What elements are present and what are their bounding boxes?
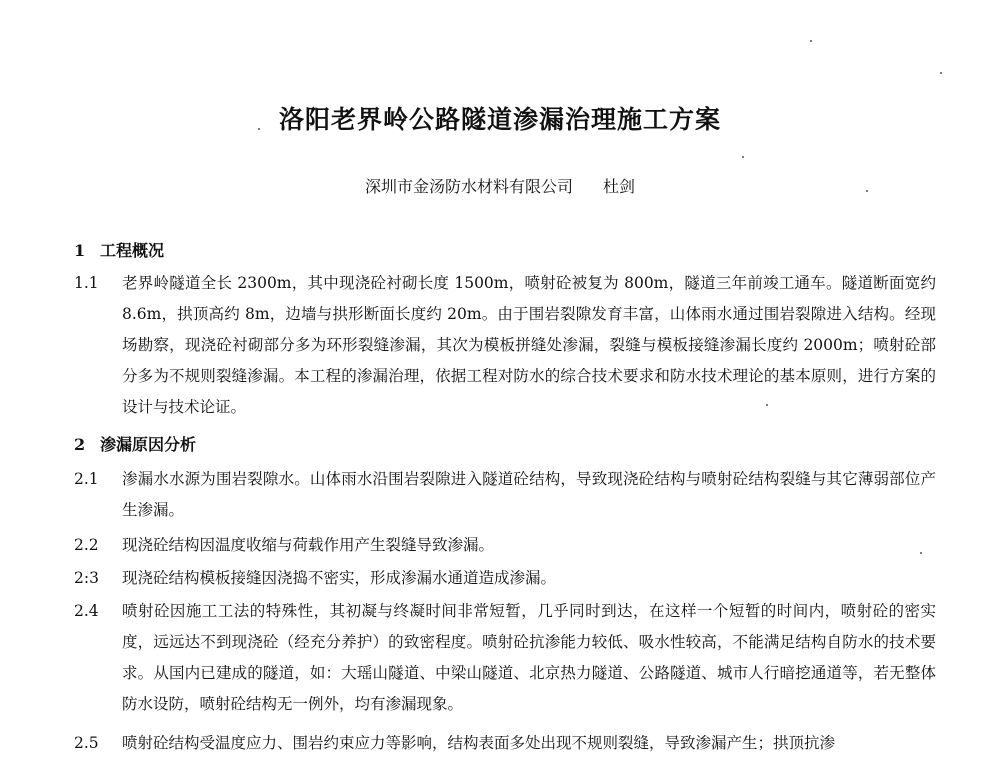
section-number: 2 [74,435,86,454]
section-title: 工程概况 [100,241,165,260]
paragraph-item [74,728,936,759]
item-text: 喷射砼结构受温度应力、围岩约束应力等影响，结构表面多处出现不规则裂缝，导致渗漏产生；拱顶抗渗 [122,734,836,752]
scan-speck [742,156,744,158]
scan-speck [258,128,260,130]
scan-speck [940,72,942,74]
paragraph-item [74,530,936,561]
item-number: 2.4 [74,602,99,620]
item-number: 2.2 [74,536,99,554]
section-heading [74,238,164,261]
scan-speck [766,404,768,406]
item-number: 2.1 [74,470,99,488]
item-text: 渗漏水水源为围岩裂隙水。山体雨水沿围岩裂隙进入隧道砼结构，导致现浇砼结构与喷射砼结构裂缝与其它薄弱部位产生渗漏。 [122,470,936,519]
item-text: 喷射砼因施工工法的特殊性，其初凝与终凝时间非常短暂，几乎同时到达，在这样一个短暂的时间内，喷射砼的密实度，远远达不到现浇砼（经充分养护）的致密程度。喷射砼抗渗能力较低、吸水性较高，不能满足结构自防水的技术要求。从国内已建成的隧道，如：大瑶山隧道、中梁山隧道、北京热力隧道、公路隧道、城市人行暗挖通道等，若无整体防水设防，喷射砼结构无一例外，均有渗漏现象。 [122,602,936,713]
item-number: 1.1 [74,274,99,292]
byline-organization: 深圳市金汤防水材料有限公司 [364,177,573,196]
scan-speck [810,40,812,42]
paragraph-item [74,268,936,423]
byline [0,174,1000,197]
scan-speck [866,190,868,192]
item-number: 2.5 [74,734,99,752]
item-text: 老界岭隧道全长 2300m，其中现浇砼衬砌长度 1500m，喷射砼被复为 800m，隧道三年前竣工通车。隧道断面宽约 8.6m，拱顶高约 8m，边墙与拱形断面长度约 20m。由于围岩裂隙发育丰富，山体雨水通过围岩裂隙进入结构。经现场勘察，现浇砼衬砌部分多为环形裂缝渗漏，其次为模板拼缝处渗漏，裂缝与模板接缝渗漏长度约 2000m；喷射砼部分多为不规则裂缝渗漏。本工程的渗漏治理，依据工程对防水的综合技术要求和防水技术理论的基本原则，进行方案的设计与技术论证。 [122,274,936,416]
section-number: 1 [74,241,86,260]
item-text: 现浇砼结构因温度收缩与荷载作用产生裂缝导致渗漏。 [122,536,495,554]
item-number: 2:3 [74,569,99,587]
section-title: 渗漏原因分析 [100,435,197,454]
scan-speck [920,552,922,554]
item-text: 现浇砼结构模板接缝因浇捣不密实，形成渗漏水通道造成渗漏。 [122,569,557,587]
paragraph-item [74,464,936,526]
paragraph-item [74,596,936,720]
byline-author: 杜剑 [603,177,636,196]
document-title: 洛阳老界岭公路隧道渗漏治理施工方案 [278,105,721,134]
paragraph-item [74,563,936,594]
section-heading [74,432,196,455]
